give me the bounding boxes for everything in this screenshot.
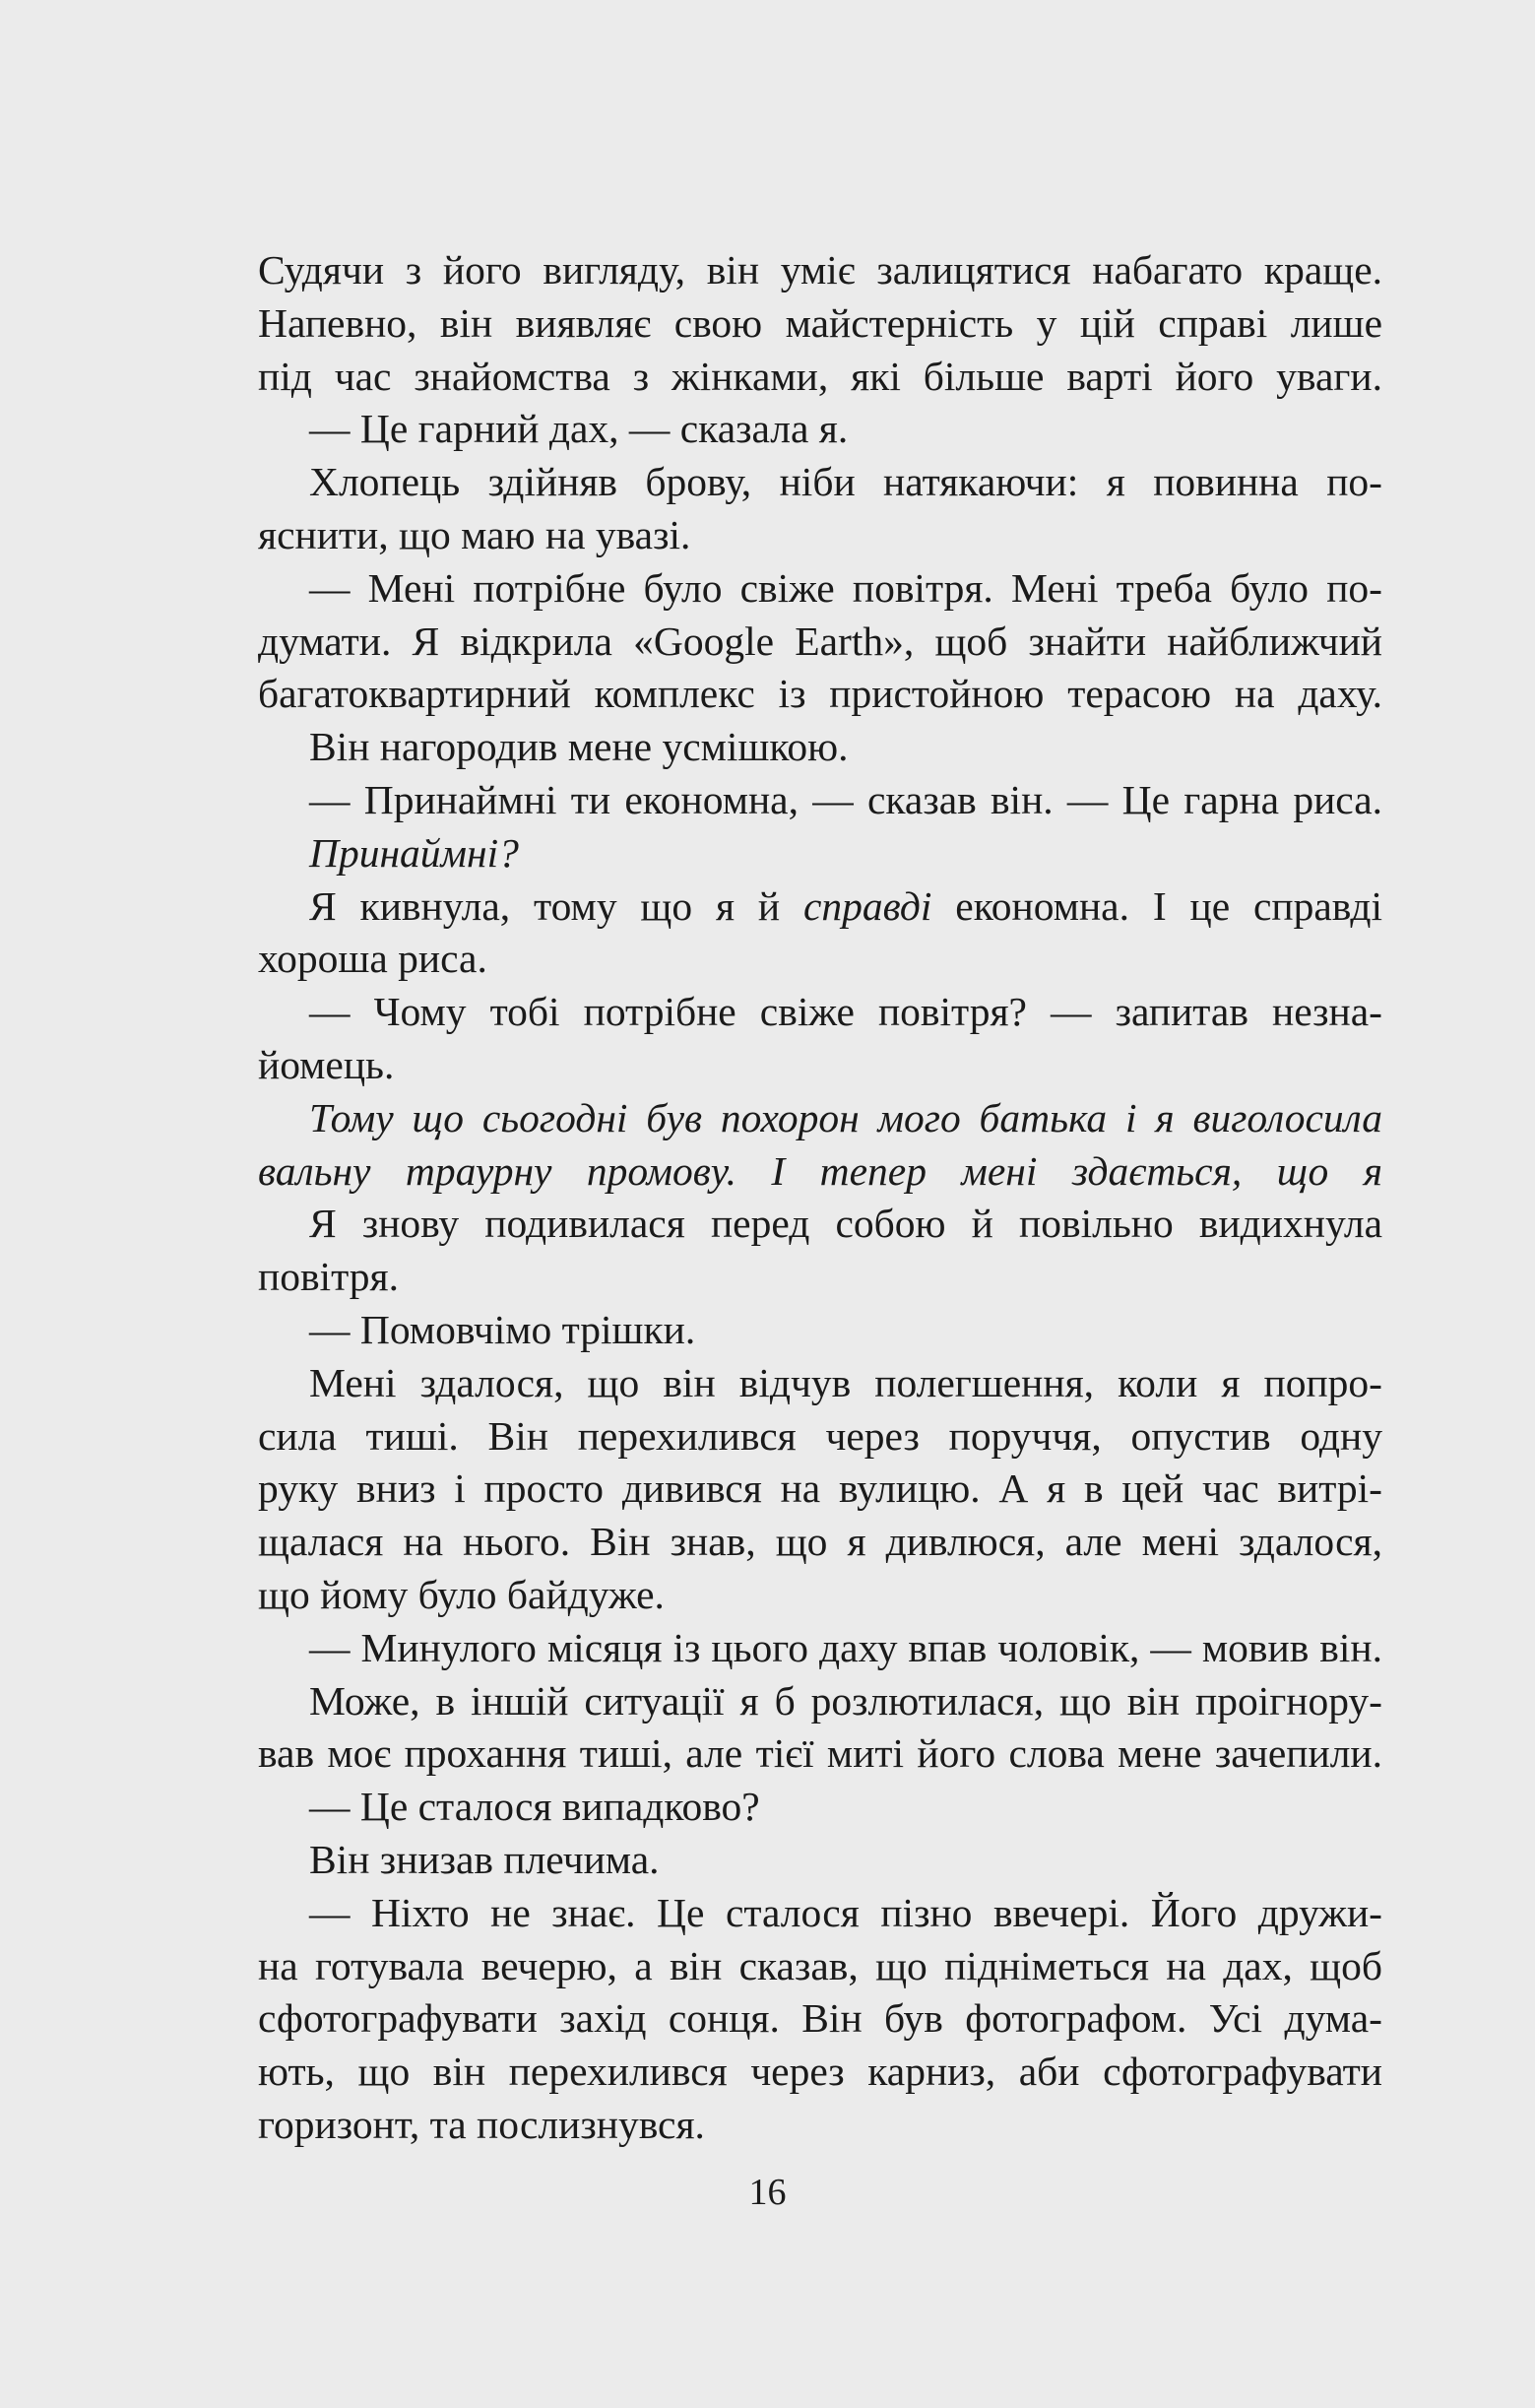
text-line: повітря. bbox=[258, 1254, 399, 1300]
text-line bbox=[258, 880, 1382, 934]
text-line: — Помовчімо трішки. bbox=[309, 1306, 696, 1352]
text-line: що йому було байдуже. bbox=[258, 1571, 665, 1617]
text-line: на готувала вечерю, а він сказав, що підніметься на дах, щоб bbox=[258, 1942, 1382, 1988]
text-line: хороша риса. bbox=[258, 936, 487, 982]
text-span: економна. І це справді bbox=[931, 882, 1382, 929]
text-line: Судячи з його вигляду, він уміє залицятися набагато краще. bbox=[258, 247, 1382, 293]
text-line: вальну траурну промову. І тепер мені здається, що я bbox=[258, 1147, 1382, 1194]
text-line: — Це сталося випадково? bbox=[309, 1784, 760, 1830]
text-line: руку вниз і просто дивився на вулицю. А я в цей час витрі- bbox=[258, 1465, 1382, 1512]
text-line: Він нагородив мене усмішкою. bbox=[309, 724, 849, 770]
text-line: Він знизав плечима. bbox=[309, 1836, 660, 1882]
text-line: — Ніхто не знає. Це сталося пізно ввечері. Його дружи- bbox=[309, 1889, 1382, 1935]
text-line: — Мені потрібне було свіже повітря. Мені треба було по- bbox=[309, 564, 1382, 611]
text-line: ють, що він перехилився через карниз, аби сфотографувати bbox=[258, 2049, 1382, 2095]
text-line: багатоквартирний комплекс із пристойною терасою на даху. bbox=[258, 671, 1382, 717]
text-line: — Принаймні ти економна, — сказав він. — Це гарна риса. bbox=[309, 776, 1382, 822]
text-line: горизонт, та послизнувся. bbox=[258, 2101, 705, 2147]
text-line: йомець. bbox=[258, 1041, 395, 1087]
text-line: під час знайомства з жінками, які більше варті його уваги. bbox=[258, 353, 1382, 399]
text-span: Я кивнула, тому що я й bbox=[309, 882, 804, 929]
text-line: сила тиші. Він перехилився через поруччя, опустив одну bbox=[258, 1412, 1382, 1459]
text-line: Я знову подивилася перед собою й повільно видихнула bbox=[309, 1201, 1382, 1247]
text-line: Тому що сьогодні був похорон мого батька і я виголосила bbox=[309, 1094, 1382, 1140]
text-line: щалася на нього. Він знав, що я дивлюся, але мені здалося, bbox=[258, 1519, 1382, 1565]
text-line: Напевно, він виявляє свою майстерність у цій справі лише bbox=[258, 299, 1382, 346]
text-line: Хлопець здійняв брову, ніби натякаючи: я повинна по- bbox=[309, 459, 1382, 505]
text-line: Може, в іншій ситуації я б розлютилася, що він проігнору- bbox=[309, 1677, 1382, 1724]
page-number: 16 bbox=[748, 2172, 787, 2213]
text-line: — Це гарний дах, — сказала я. bbox=[309, 406, 849, 452]
text-line: думати. Я відкрила «Google Earth», щоб знайти найближчий bbox=[258, 618, 1382, 664]
text-line: яснити, що маю на увазі. bbox=[258, 511, 691, 557]
text-line: — Чому тобі потрібне свіже повітря? — запитав незна- bbox=[309, 989, 1382, 1035]
text-span-italic: справді bbox=[803, 882, 932, 929]
text-line: сфотографувати захід сонця. Він був фотографом. Усі дума- bbox=[258, 1995, 1382, 2042]
text-line: — Минулого місяця із цього даху впав чоловік, — мовив він. bbox=[309, 1624, 1382, 1670]
text-line: вав моє прохання тиші, але тієї миті його слова мене зачепили. bbox=[258, 1730, 1382, 1777]
text-line: Принаймні? bbox=[309, 829, 519, 876]
body-text bbox=[258, 244, 1382, 2152]
text-line: Мені здалося, що він відчув полегшення, коли я попро- bbox=[309, 1359, 1382, 1405]
